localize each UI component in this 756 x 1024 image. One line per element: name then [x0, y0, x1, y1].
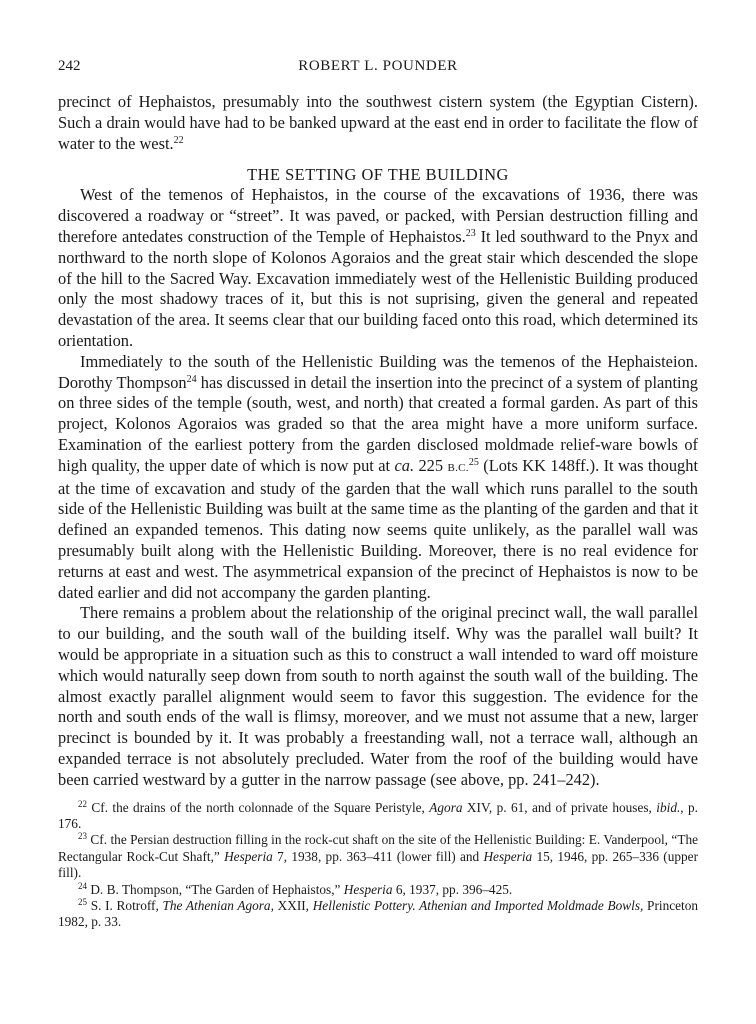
paragraph-text: precinct of Hephaistos, presumably into the southwest cistern system (the Egyptian Cistern). Such a drain would have had to be banked upward at the east end in order to facilitate the flow of water to the west. [58, 92, 698, 153]
body-text [58, 92, 698, 791]
footnote-number: 23 [78, 831, 87, 842]
footnote-text: Cf. the Persian destruction filling in the rock-cut shaft on the site of the Hellenistic Building: E. Vanderpool, “The Rectangular Rock-Cut Shaft,” [58, 832, 698, 864]
italic-text: Hellenistic Pottery. Athenian and Imported Moldmade Bowls, [312, 897, 644, 913]
footnote-number: 25 [78, 896, 87, 907]
paragraph-text: 225 [414, 455, 448, 475]
running-head [58, 58, 698, 80]
paragraph-parallel-wall: There remains a problem about the relationship of the original precinct wall, the wall parallel to our building, and the south wall of the building itself. Why was the parallel wall built? It would be appropriate in a situation such as this to construct a wall intended to ward off moisture which would naturally seep down from south to north against the south wall of the building. The almost exactly parallel alignment would seem to favor this suggestion. The evidence for the north and south ends of the wall is flimsy, moreover, and we must not assume that a new, larger precinct is bounded by it. It was probably a freestanding wall, not a terrace wall, although an expanded terrace is not absolutely precluded. Water from the roof of the building would have been carried westward by a gutter in the narrow passage (see above, pp. 241–242). [58, 603, 698, 789]
footnote-ref: 23 [465, 227, 476, 239]
italic-text: Hesperia [483, 848, 533, 864]
paragraph-text: West of the temenos of Hephaistos, in the course of the excavations of 1936, there was discovered a roadway or “street”. It was paved, or packed, with Persian destruction filling and therefore antedates construction of the Temple of Hephaistos. [58, 185, 698, 246]
paragraph-text: It led southward to the Pnyx and northward to the north slope of Kolonos Agoraios and the great stair which descended the slope of the hill to the Sacred Way. Excavation immediately west of the Hellenistic Building produced only the most shadowy traces of it, but this is not suprising, given the general and repeated devastation of the area. It seems clear that our building faced onto this road, which determined its orientation. [58, 226, 698, 350]
footnote-number: 22 [78, 798, 87, 809]
footnote-text: Cf. the drains of the north colonnade of the Square Peristyle, [87, 799, 430, 815]
footnote-text: XIV, p. 61, and of private houses, [462, 799, 657, 815]
footnote-text: 7, 1938, pp. 363–411 (lower fill) and [272, 848, 484, 864]
footnote-text: S. I. Rotroff, [87, 897, 163, 913]
paragraph-text: (Lots KK 148ff.). It was thought at the time of excavation and study of the garden that the wall which runs parallel to the south side of the Hellenistic Building was built at the same time as the planting of the garden and that it defined an expanded temenos. This dating now seems quite unlikely, as the parallel wall was presumably built along with the Hellenistic Building. Moreover, there is no real evidence for returns at east and west. The asymmetrical expansion of the precinct of Hephaistos is now to be dated earlier and did not accompany the garden planting. [58, 455, 698, 602]
italic-text: Hesperia [224, 848, 273, 864]
footnote-text: XXII, [273, 897, 313, 913]
paragraph-temenos [58, 352, 698, 604]
italic-text: ibid. [656, 799, 681, 815]
footnote-25 [58, 898, 698, 931]
footnotes [58, 800, 698, 931]
italic-text: ca. [394, 455, 415, 475]
paragraph-text: Immediately to the south of the Hellenistic Building was the temenos of the Hephaisteion. Dorothy Thompson [58, 351, 698, 392]
footnote-22 [58, 800, 698, 833]
footnote-text: Princeton 1982, p. 33. [58, 897, 699, 930]
italic-text: The Athenian Agora, [162, 897, 274, 913]
footnote-text: D. B. Thompson, “The Garden of Hephaistos,” [87, 881, 344, 897]
page-number: 242 [58, 58, 81, 74]
footnote-ref: 25 [468, 456, 479, 468]
small-caps-text: B.C. [447, 461, 469, 474]
italic-text: Hesperia [343, 881, 393, 897]
paragraph-street [58, 185, 698, 351]
footnote-text: 15, 1946, pp. 265–336 (upper fill). [58, 848, 698, 881]
italic-text: Agora [429, 799, 463, 815]
footnote-text: 6, 1937, pp. 396–425. [392, 881, 513, 897]
footnote-23 [58, 832, 698, 881]
footnote-text: , p. 176. [58, 799, 698, 831]
footnote-number: 24 [78, 880, 87, 891]
paragraph-continued [58, 92, 698, 154]
footnote-24 [58, 882, 698, 898]
author-running-head: ROBERT L. POUNDER [298, 58, 458, 74]
section-heading: THE SETTING OF THE BUILDING [247, 165, 509, 185]
footnote-ref: 22 [173, 134, 184, 146]
footnote-ref: 24 [186, 373, 197, 385]
journal-page [58, 58, 698, 931]
paragraph-text: has discussed in detail the insertion into the precinct of a system of planting on three sides of the temple (south, west, and north) that created a formal garden. As part of this project, Kolonos Agoraios was graded so that the area might have a more uniform surface. Examination of the earliest pottery from the garden disclosed moldmade relief-ware bowls of high quality, the upper date of which is now put at [58, 372, 698, 475]
